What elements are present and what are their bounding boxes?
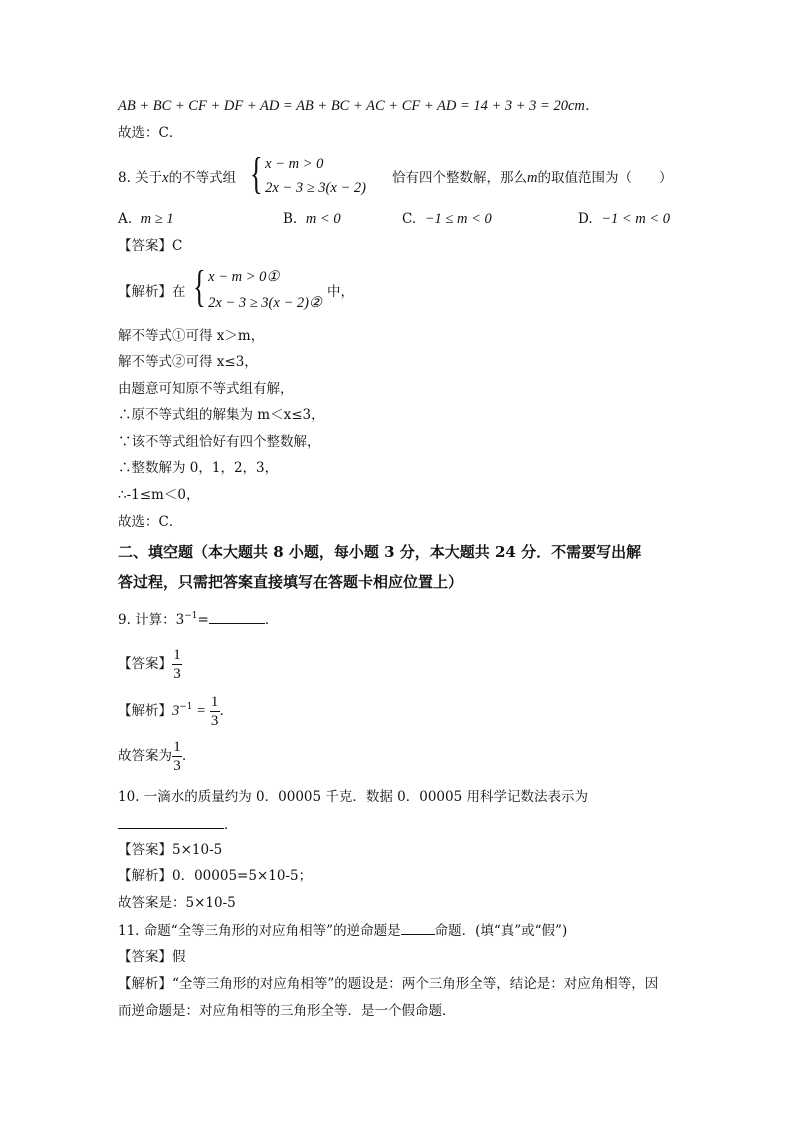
- left-brace: {: [250, 149, 263, 198]
- choose-c-line: 故选：C．: [118, 125, 183, 141]
- fraction-bar: [210, 711, 220, 712]
- q8-step: ∴整数解为 0，1，2，3，: [118, 460, 279, 476]
- q11-text-a: 11. 命题“全等三角形的对应角相等”的逆命题是: [118, 923, 401, 939]
- q8-step: ∴原不等式组的解集为 m＜x≤3，: [118, 407, 325, 423]
- q8-inequality-system: [250, 149, 366, 198]
- q10-end: ．: [224, 817, 238, 833]
- q9-eq: =: [197, 612, 209, 628]
- q10-answer-blank[interactable]: [118, 828, 224, 829]
- option-label: D.: [578, 211, 593, 227]
- q8-prefix: 8. 关于: [118, 170, 163, 186]
- q8-step: 故选：C．: [118, 514, 183, 530]
- q11-answer: [118, 947, 186, 967]
- option-expr: −1 ≤ m < 0: [424, 211, 492, 227]
- analysis-tag: 【解析】: [118, 284, 172, 300]
- option-label: A.: [118, 211, 133, 227]
- q8-option-a: [118, 211, 174, 228]
- fraction-one-third: [172, 647, 182, 682]
- answer-tag: 【答案】: [118, 949, 172, 965]
- q10-blank-line: [118, 815, 238, 835]
- q8-step: ∴-1≤m＜0，: [118, 487, 200, 503]
- q9-stem: [118, 606, 278, 630]
- q11-analysis-line-1: [118, 974, 658, 994]
- section-2-heading-line-2: 答过程，只需把答案直接填写在答题卡相应位置上）: [118, 573, 464, 591]
- q8-option-b: [283, 211, 341, 228]
- q8-mid: 的不等式组: [168, 170, 237, 186]
- analysis-pre: 在: [172, 284, 186, 300]
- numerator: 1: [173, 739, 181, 755]
- answer-tag: 【答案】: [118, 842, 172, 858]
- analysis-text: “全等三角形的对应角相等”的题设是：两个三角形全等，结论是：对应角相等，因: [172, 976, 659, 992]
- q10-final: 故答案是：5×10-5: [118, 895, 236, 911]
- period: ．: [182, 748, 196, 764]
- q9-answer-blank[interactable]: [209, 623, 265, 624]
- q11-answer-blank[interactable]: [401, 934, 435, 935]
- numerator: 1: [173, 647, 181, 663]
- q9-end: ．: [264, 612, 279, 628]
- q8-stem: [118, 168, 236, 188]
- q9-text: 9. 计算：3: [118, 612, 185, 628]
- option-label: B.: [283, 211, 298, 227]
- q8-suffix-a: 恰有四个整数解，那么: [392, 170, 527, 186]
- q8-ineq-1: x − m > 0: [265, 156, 324, 172]
- q10-stem: 10. 一滴水的质量约为 0．00005 千克．数据 0．00005 用科学记数法表示为: [118, 789, 588, 805]
- q9-final: [118, 737, 196, 775]
- denominator: 3: [173, 758, 181, 774]
- numerator: 1: [210, 694, 219, 710]
- q8-answer: [118, 236, 182, 256]
- q8-analysis-ineq-1: x − m > 0①: [208, 269, 280, 285]
- q8-analysis-head: [118, 282, 186, 302]
- q8-stem-suffix: [392, 168, 672, 188]
- q11-text-b: 命题．(填“真”或“假”): [434, 923, 568, 939]
- q8-step: ∵该不等式组恰好有四个整数解，: [118, 434, 321, 450]
- q10-answer: [118, 840, 222, 860]
- q11-analysis-line-2: 而逆命题是：对应角相等的三角形全等．是一个假命题．: [118, 1003, 456, 1019]
- analysis-tag: 【解析】: [118, 868, 172, 884]
- q8-step: 由题意可知原不等式组有解，: [118, 381, 294, 397]
- left-brace: {: [193, 262, 206, 311]
- option-label: C.: [402, 211, 417, 227]
- q8-analysis-system: [193, 262, 322, 313]
- option-expr: m ≥ 1: [140, 211, 174, 227]
- eq-sign: =: [192, 703, 210, 719]
- q8-analysis-post: 中，: [327, 284, 354, 300]
- answer-tag: 【答案】: [118, 238, 172, 254]
- period: ．: [219, 703, 234, 719]
- denominator: 3: [173, 666, 181, 682]
- q8-ineq-2: 2x − 3 ≥ 3(x − 2): [265, 180, 366, 196]
- option-expr: m < 0: [305, 211, 341, 227]
- analysis-tag: 【解析】: [118, 703, 172, 719]
- q11-stem: [118, 921, 567, 941]
- q8-var-x: x: [162, 170, 169, 186]
- q8-option-c: [402, 211, 492, 228]
- analysis-text: 0．00005=5×10-5；: [172, 868, 313, 884]
- exponent: −1: [179, 702, 193, 712]
- q9-exponent: −1: [184, 611, 198, 621]
- fraction-bar: [172, 664, 182, 665]
- q9-analysis: [118, 688, 233, 730]
- answer-tag: 【答案】: [118, 656, 172, 672]
- section-2-heading-line-1: 二、填空题（本大题共 8 小题，每小题 3 分，本大题共 24 分．不需要写出解: [118, 543, 642, 561]
- fraction-one-third: [172, 739, 182, 774]
- denominator: 3: [210, 713, 219, 729]
- q8-var-m: m: [527, 170, 538, 186]
- q8-step: 解不等式②可得 x≤3，: [118, 354, 258, 370]
- sum-equation: AB + BC + CF + DF + AD = AB + BC + AC + CF + AD = 14 + 3 + 3 = 20cm．: [118, 98, 600, 114]
- answer-value: C: [172, 238, 183, 254]
- final-pre: 故答案为: [118, 748, 172, 764]
- fraction-bar: [172, 756, 182, 757]
- q9-answer: [118, 645, 182, 683]
- base: 3: [172, 703, 180, 719]
- q8-option-d: [578, 211, 670, 228]
- q10-analysis: [118, 866, 312, 886]
- answer-value: 5×10-5: [172, 842, 223, 858]
- option-expr: −1 < m < 0: [601, 211, 671, 227]
- answer-value: 假: [172, 949, 186, 965]
- q8-suffix-b: 的取值范围为（ ）: [537, 170, 673, 186]
- q8-step: 解不等式①可得 x＞m，: [118, 328, 265, 344]
- q8-analysis-ineq-2: 2x − 3 ≥ 3(x − 2)②: [208, 295, 322, 311]
- analysis-tag: 【解析】: [118, 976, 172, 992]
- fraction-one-third: [210, 694, 220, 729]
